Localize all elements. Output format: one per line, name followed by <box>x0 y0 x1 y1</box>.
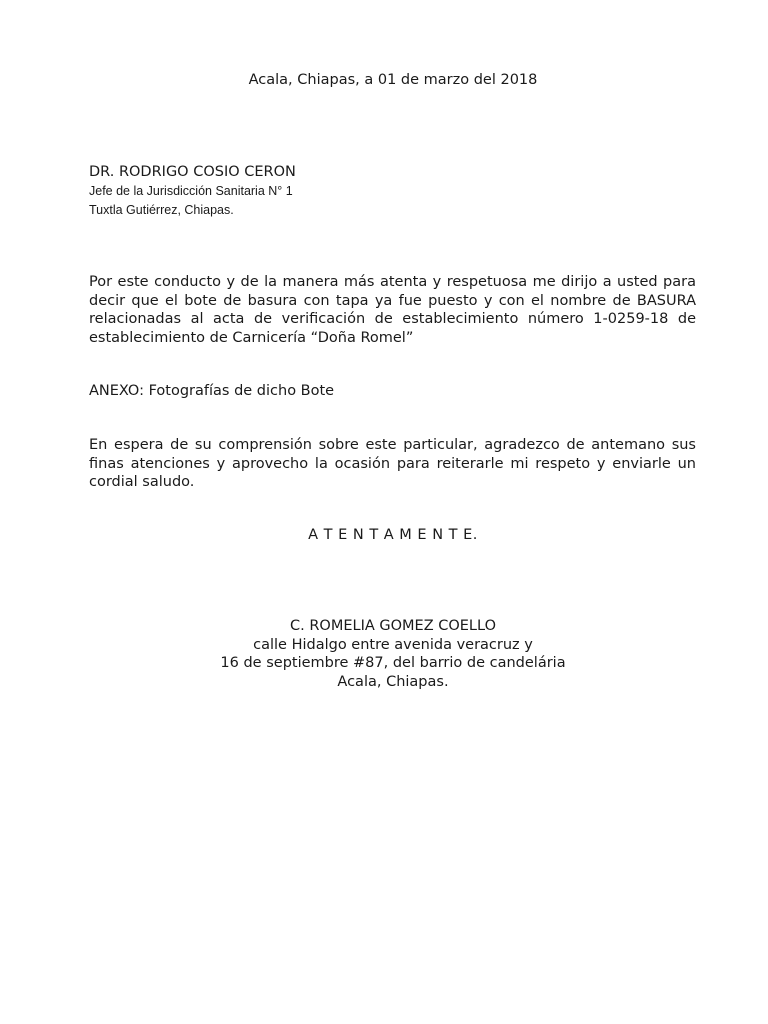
signature-name: C. ROMELIA GOMEZ COELLO <box>289 618 496 634</box>
signature-address-line-1: calle Hidalgo entre avenida veracruz y <box>253 636 533 653</box>
recipient-location: Tuxtla Gutiérrez, Chiapas. <box>89 203 234 217</box>
recipient-block <box>89 162 296 220</box>
closing-salutation: A T E N T A M E N T E. <box>308 527 478 543</box>
signature-address-line-2: 16 de septiembre #87, del barrio de candelária <box>220 655 566 671</box>
date-line: Acala, Chiapas, a 01 de marzo del 2018 <box>248 72 538 88</box>
recipient-name: DR. RODRIGO COSIO CERON <box>89 164 296 180</box>
signature-address-line-3: Acala, Chiapas. <box>337 673 449 690</box>
annex-line: ANEXO: Fotografías de dicho Bote <box>89 383 335 399</box>
body-paragraph-2: En espera de su comprensión sobre este particular, agradezco de antemano sus finas atenciones y aprovecho la ocasión para reiterarle mi respeto y enviarle un cordial saludo. <box>89 437 696 490</box>
signature-block <box>0 617 768 691</box>
recipient-title: Jefe de la Jurisdicción Sanitaria N° 1 <box>89 184 293 198</box>
body-paragraph-1: Por este conducto y de la manera más atenta y respetuosa me dirijo a usted para decir que el bote de basura con tapa ya fue puesto y con el nombre de BASURA relacionadas al acta de verificación de establecimiento número 1-0259-18 de establecimiento de Carnicería “Doña Romel” <box>89 274 696 346</box>
